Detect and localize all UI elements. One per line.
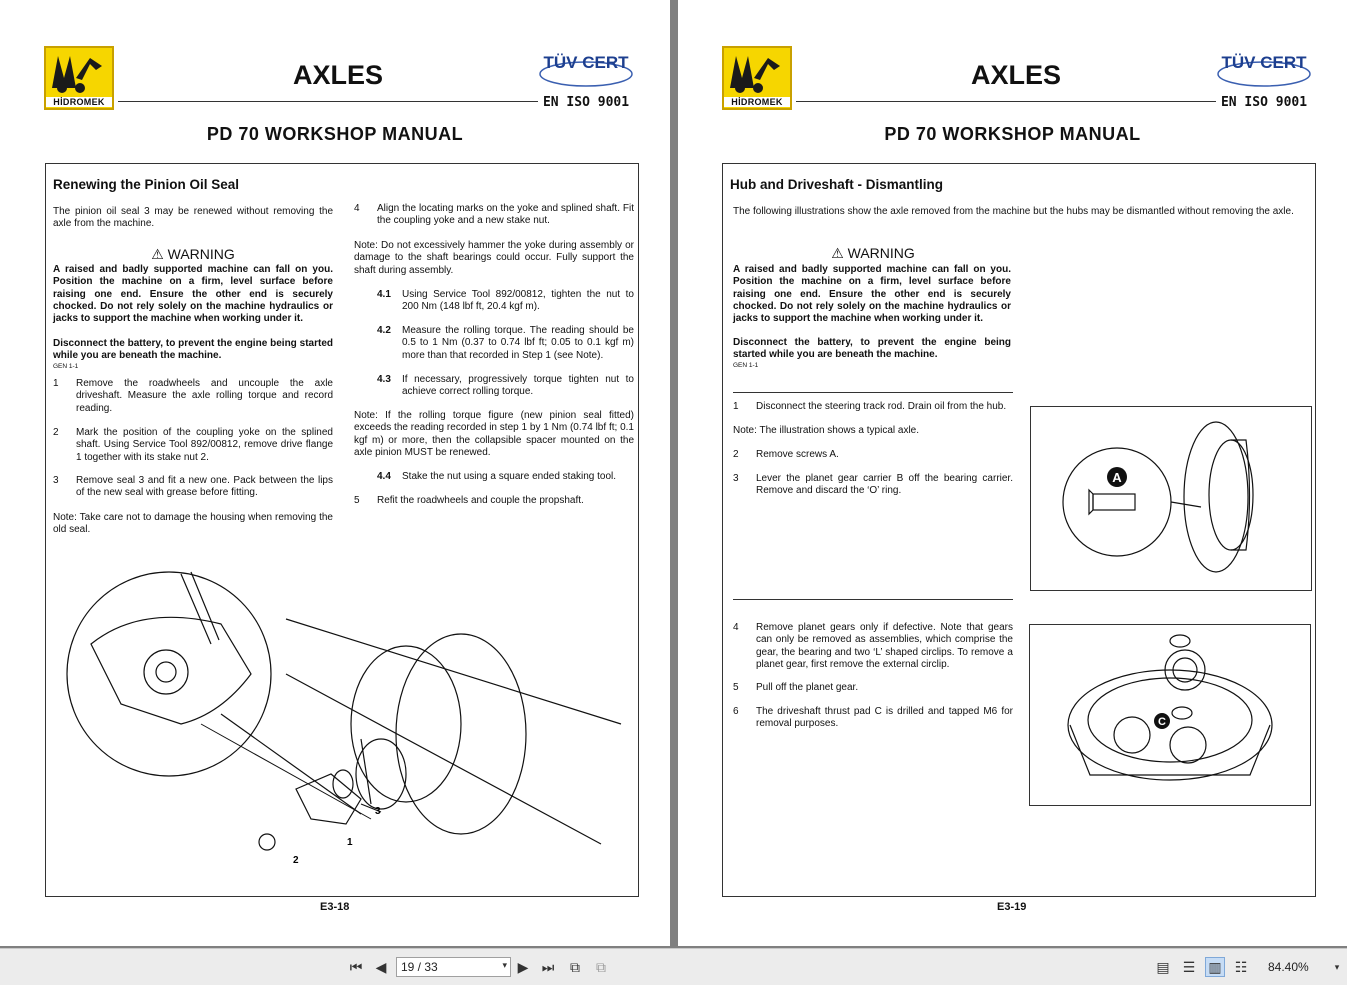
warning-triangle-icon: ⚠ [151,246,164,262]
intro-text: The following illustrations show the axle removed from the machine but the hubs may be dismantled without removing the axle. [733,206,1294,217]
step-number: 5 [733,682,739,693]
step-text: The driveshaft thrust pad C is drilled and tapped M6 for removal purposes. [756,706,1013,730]
substep-number: 4.4 [377,471,391,482]
manual-subtitle: PD 70 WORKSHOP MANUAL [884,124,1141,144]
section-title: Renewing the Pinion Oil Seal [53,177,240,192]
figure-label: 1 [347,837,353,848]
step-text: Remove seal 3 and fit a new one. Pack between the lips of the new seal with grease before fitting. [76,475,333,499]
step-text: Pull off the planet gear. [756,682,859,693]
note-text: Note: The illustration shows a typical axle. [733,425,920,436]
page-number: E3-18 [320,901,350,913]
tuv-cert-badge [1214,50,1314,110]
content-frame [722,163,1316,897]
tuv-cert-icon [536,50,636,94]
substep-text: Using Service Tool 892/00812, tighten the nut to 200 Nm (148 lbf ft, 20.4 kgf m). [402,289,634,313]
logo-text: HİDROMEK [46,97,112,107]
single-page-icon[interactable]: ▤ [1156,958,1170,975]
step-text: Mark the position of the coupling yoke on the splined shaft. Using Service Tool 892/00812, remove drive flange 1 together with its stake nut 2. [76,427,333,463]
hub-illustration [1031,407,1311,590]
note-text: Note: Take care not to damage the housing when removing the old seal. [53,512,333,536]
hub-screws-figure [1030,406,1312,591]
iso-label: EN ISO 9001 [542,95,630,110]
substep-text: Stake the nut using a square ended staking tool. [402,471,617,482]
step-text: Remove planet gears only if defective. Note that gears can only be removed as assemblies, which comprise the gear, the bearing and two ‘L’ shaped circlips. To remove a planet gear, first remove the external circlip. [756,622,1013,670]
tuv-cert-badge [536,50,636,110]
battery-warning: Disconnect the battery, to prevent the engine being started while you are beneath the machine. [53,338,333,362]
two-page-icon[interactable]: ▥ [1205,957,1225,977]
substep-number: 4.1 [377,289,391,300]
pan-icon[interactable]: ⧉ [570,958,580,975]
gen-reference: GEN 1-1 [733,362,759,369]
select-icon[interactable]: ⧉ [596,958,606,975]
chevron-down-icon[interactable]: ▾ [502,960,507,970]
step-number: 1 [53,378,59,389]
warning-heading [53,246,333,263]
manual-subtitle: PD 70 WORKSHOP MANUAL [206,124,464,144]
page-e3-19 [678,0,1347,946]
section-divider [733,599,1013,600]
zoom-dropdown-icon[interactable]: ▾ [1334,961,1340,972]
section-divider [733,392,1013,393]
step-number: 2 [733,449,739,460]
step-text: Refit the roadwheels and couple the propshaft. [377,495,584,506]
step-text: Lever the planet gear carrier B off the bearing carrier. Remove and discard the ‘O’ ring. [756,473,1013,497]
hidromek-logo [44,46,114,110]
step-text: Align the locating marks on the yoke and splined shaft. Fit the coupling yoke and a new stake nut. [377,203,634,227]
warning-text: A raised and badly supported machine can fall on you. Position the machine on a firm, level surface before raising one end. Ensure the other end is securely chocked. Do not rely solely on the machine hydraulics or jacks to support the machine when working under it. [53,264,333,325]
section-title: Hub and Driveshaft - Dismantling [730,177,944,192]
page-e3-18 [0,0,670,946]
header-title: AXLES [970,60,1062,90]
planet-gears-illustration [1030,625,1310,805]
note-text: Note: If the rolling torque figure (new pinion seal fitted) exceeds the reading recorded in step 1 by 1 Nm (0.74 lbf ft; 0.1 kgf m) or more, then the collapsible spacer mounted on the axle pinion MUST be renewed. [354,410,634,458]
substep-number: 4.3 [377,374,391,385]
substep-number: 4.2 [377,325,391,336]
header-rule [796,101,1216,102]
gen-reference: GEN 1-1 [53,363,79,370]
page-number: E3-19 [997,901,1027,913]
figure-label-c: C [1158,716,1166,728]
tuv-text: TÜV CERT [543,53,629,72]
viewer-toolbar [0,948,1347,985]
step-number: 2 [53,427,59,438]
content-frame [45,163,639,897]
substep-text: If necessary, progressively torque tighten nut to achieve correct rolling torque. [402,374,634,398]
iso-label: EN ISO 9001 [1220,95,1308,110]
step-number: 4 [733,622,739,633]
figure-label-a: A [1112,470,1122,485]
last-page-icon[interactable]: ⏭ [541,958,555,975]
header-title: AXLES [292,60,384,90]
zoom-level[interactable]: 84.40% [1268,960,1309,974]
step-number: 6 [733,706,739,717]
warning-label: WARNING [847,245,915,261]
figure-label: 3 [375,806,381,817]
step-number: 3 [733,473,739,484]
first-page-icon[interactable]: ⏮ [349,958,363,975]
warning-text: A raised and badly supported machine can fall on you. Position the machine on a firm, level surface before raising one end. Ensure the other end is securely chocked. Do not rely solely on the machine hydraulics or jacks to support the machine when working under it. [733,264,1011,325]
step-number: 5 [354,495,360,506]
step-text: Remove screws A. [756,449,839,460]
intro-text: The pinion oil seal 3 may be renewed without removing the axle from the machine. [53,206,333,230]
hidromek-logo [722,46,792,110]
step-number: 3 [53,475,59,486]
step-text: Remove the roadwheels and uncouple the axle driveshaft. Measure the axle rolling torque and record reading. [76,378,333,414]
logo-text: HİDROMEK [724,97,790,107]
warning-label: WARNING [167,246,235,262]
note-text: Note: Do not excessively hammer the yoke during assembly or damage to the shaft bearings could occur. Fully support the shaft during assembly. [354,240,634,276]
warning-triangle-icon: ⚠ [831,245,844,261]
warning-heading [733,245,1013,262]
pinion-seal-illustration [61,564,631,884]
excavator-logo-icon [46,48,112,94]
step-text: Disconnect the steering track rod. Drain oil from the hub. [756,401,1007,412]
substep-text: Measure the rolling torque. The reading should be 0.5 to 1 Nm (0.37 to 0.74 lbf ft; 0.05 to 0.1 kgf m) more than that recorded in Step 1 (see Note). [402,325,634,361]
prev-page-icon[interactable]: ◀ [375,958,387,975]
figure-label: 2 [293,855,299,866]
page-number-value: 19 / 33 [401,960,438,974]
header-rule [118,101,538,102]
tuv-cert-icon [1214,50,1314,94]
step-number: 4 [354,203,360,214]
battery-warning: Disconnect the battery, to prevent the engine being started while you are beneath the machine. [733,337,1011,361]
step-number: 1 [733,401,739,412]
excavator-logo-icon [724,48,790,94]
planet-gears-figure [1029,624,1311,806]
two-page-continuous-icon[interactable]: ☷ [1234,958,1248,975]
continuous-icon[interactable]: ☰ [1182,958,1196,975]
page-number-input[interactable] [396,957,511,977]
next-page-icon[interactable]: ▶ [517,958,529,975]
tuv-text: TÜV CERT [1221,53,1307,72]
